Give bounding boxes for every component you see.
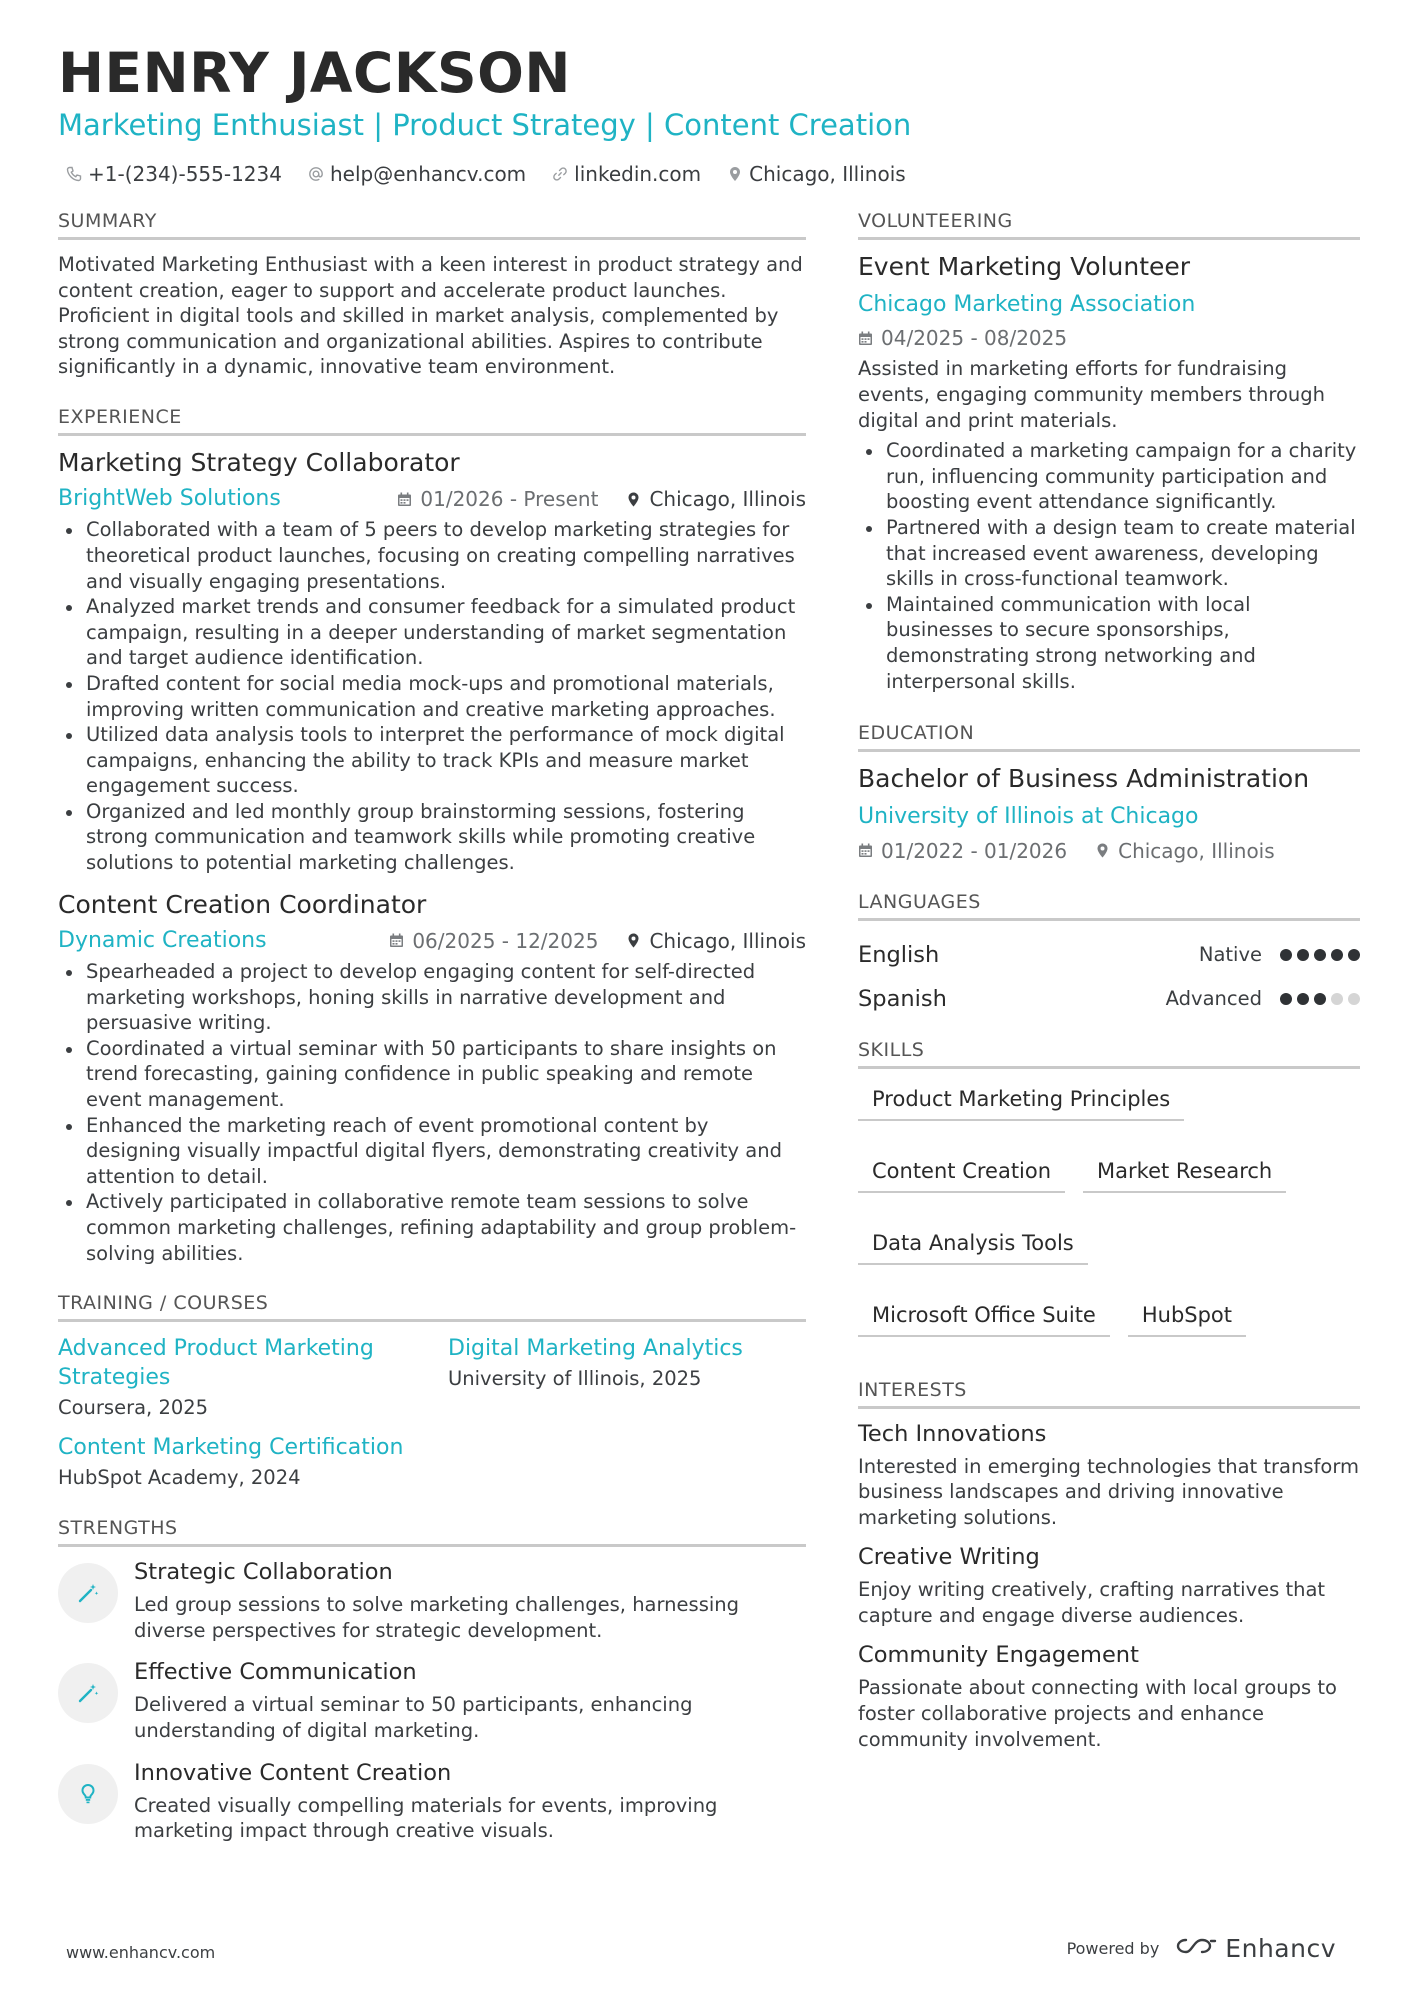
location-icon bbox=[727, 166, 743, 182]
language-level: Advanced bbox=[1165, 987, 1262, 1010]
interest-item bbox=[858, 1642, 1360, 1752]
school[interactable]: University of Illinois at Chicago bbox=[858, 804, 1199, 830]
education-dates: 01/2022 - 01/2026 bbox=[881, 838, 1068, 863]
contact-phone[interactable] bbox=[66, 162, 282, 186]
volunteer-role: Event Marketing Volunteer bbox=[858, 252, 1191, 281]
volunteering-section bbox=[858, 210, 1360, 694]
education-heading: EDUCATION bbox=[858, 722, 1360, 752]
course-title[interactable]: Digital Marketing Analytics bbox=[448, 1336, 743, 1362]
course-title[interactable]: Content Marketing Certification bbox=[58, 1435, 404, 1461]
strength-title: Effective Communication bbox=[134, 1659, 417, 1686]
course-item bbox=[58, 1433, 448, 1489]
interest-title: Community Engagement bbox=[858, 1642, 1139, 1669]
job-entry bbox=[58, 890, 806, 1267]
job-bullets bbox=[58, 959, 806, 1266]
strength-title: Strategic Collaboration bbox=[134, 1559, 393, 1586]
skills-section bbox=[858, 1039, 1360, 1337]
contact-bar bbox=[66, 162, 906, 186]
bullet-item: Analyzed market trends and consumer feedback for a simulated product campaign, resulting in a deeper understanding of market segmentation and target audience identification. bbox=[58, 594, 806, 671]
skill-tag: Data Analysis Tools bbox=[858, 1225, 1088, 1265]
course-provider: HubSpot Academy, 2024 bbox=[58, 1466, 301, 1490]
education-location: Chicago, Illinois bbox=[1118, 838, 1275, 863]
strength-desc: Delivered a virtual seminar to 50 participants, enhancing understanding of digital marketing. bbox=[134, 1693, 693, 1742]
location-icon bbox=[626, 933, 641, 948]
summary-heading: SUMMARY bbox=[58, 210, 806, 240]
footer-website[interactable]: www.enhancv.com bbox=[66, 1943, 216, 1962]
contact-phone-text: +1-(234)-555-1234 bbox=[88, 162, 282, 186]
job-location: Chicago, Illinois bbox=[649, 487, 806, 512]
rating-dot-empty bbox=[1348, 993, 1360, 1005]
job-entry bbox=[58, 448, 806, 876]
interest-desc: Enjoy writing creatively, crafting narratives that capture and engage diverse audiences. bbox=[858, 1578, 1326, 1627]
skills-heading: SKILLS bbox=[858, 1039, 1360, 1069]
rating-dot-filled bbox=[1348, 949, 1360, 961]
course-title[interactable]: Advanced Product Marketing Strategies bbox=[58, 1336, 374, 1391]
language-rating bbox=[1280, 949, 1360, 961]
right-column bbox=[858, 210, 1360, 1752]
skill-tag: Product Marketing Principles bbox=[858, 1081, 1184, 1121]
link-icon bbox=[552, 166, 568, 182]
phone-icon bbox=[66, 166, 82, 182]
interest-desc: Passionate about connecting with local groups to foster collaborative projects and enhance community involvement. bbox=[858, 1676, 1337, 1751]
interest-title: Tech Innovations bbox=[858, 1420, 1047, 1447]
rating-dot-filled bbox=[1297, 949, 1309, 961]
experience-heading: EXPERIENCE bbox=[58, 406, 806, 436]
interest-item bbox=[858, 1544, 1360, 1628]
course-item bbox=[58, 1334, 448, 1419]
volunteering-heading: VOLUNTEERING bbox=[858, 210, 1360, 240]
volunteer-desc: Assisted in marketing efforts for fundraising events, engaging community members through digital and print materials. bbox=[858, 357, 1326, 432]
job-title: Content Creation Coordinator bbox=[58, 889, 427, 919]
language-name: English bbox=[858, 941, 940, 968]
bullet-item: Partnered with a design team to create material that increased event awareness, developing skills in cross-functional teamwork. bbox=[858, 515, 1360, 592]
interest-desc: Interested in emerging technologies that transform business landscapes and driving innovative marketing solutions. bbox=[858, 1454, 1359, 1529]
language-item bbox=[858, 933, 1360, 977]
language-level: Native bbox=[1198, 943, 1262, 966]
job-dates: 06/2025 - 12/2025 bbox=[412, 928, 599, 953]
interests-section bbox=[858, 1379, 1360, 1753]
bullet-item: Coordinated a marketing campaign for a charity run, influencing community participation and boosting event attendance significantly. bbox=[858, 438, 1360, 515]
language-rating bbox=[1280, 993, 1360, 1005]
infinity-logo-icon bbox=[1175, 1934, 1219, 1963]
rating-dot-filled bbox=[1297, 993, 1309, 1005]
experience-section bbox=[58, 406, 806, 1266]
training-heading: TRAINING / COURSES bbox=[58, 1292, 806, 1322]
contact-linkedin[interactable] bbox=[552, 162, 701, 186]
language-item bbox=[858, 977, 1360, 1021]
candidate-name: HENRY JACKSON bbox=[58, 41, 571, 105]
rating-dot-filled bbox=[1314, 949, 1326, 961]
bullet-item: Maintained communication with local businesses to secure sponsorships, demonstrating strong networking and interpersonal skills. bbox=[858, 592, 1360, 694]
language-name: Spanish bbox=[858, 985, 947, 1012]
job-company[interactable]: BrightWeb Solutions bbox=[58, 485, 281, 511]
strength-desc: Led group sessions to solve marketing challenges, harnessing diverse perspectives for strategic development. bbox=[134, 1593, 740, 1642]
magic-wand-icon bbox=[58, 1563, 118, 1623]
location-icon bbox=[626, 492, 641, 507]
headline: Marketing Enthusiast | Product Strategy | Content Creation bbox=[58, 108, 912, 142]
summary-text: Motivated Marketing Enthusiast with a keen interest in product strategy and content creation, eager to support and accelerate product launches. Proficient in digital tools and skilled in market analysis, complemented by strong communication and organizational abilities. Aspires to contribute significantly in a dynamic, innovative team environment. bbox=[58, 253, 803, 379]
job-dates: 01/2026 - Present bbox=[420, 487, 599, 512]
strengths-heading: STRENGTHS bbox=[58, 1517, 806, 1547]
calendar-icon bbox=[858, 843, 873, 858]
contact-email[interactable] bbox=[308, 162, 526, 186]
course-provider: Coursera, 2025 bbox=[58, 1396, 209, 1420]
strength-desc: Created visually compelling materials for events, improving marketing impact through creative visuals. bbox=[134, 1793, 718, 1843]
bullet-item: Drafted content for social media mock-ups and promotional materials, improving written communication and creative marketing approaches. bbox=[58, 671, 806, 722]
magic-wand-icon bbox=[58, 1663, 118, 1723]
bullet-item: Organized and led monthly group brainstorming sessions, fostering strong communication and teamwork skills while promoting creative solutions to potential marketing challenges. bbox=[58, 799, 806, 876]
at-icon bbox=[308, 166, 324, 182]
contact-location-text: Chicago, Illinois bbox=[749, 162, 906, 186]
contact-linkedin-text: linkedin.com bbox=[574, 162, 702, 186]
job-location: Chicago, Illinois bbox=[649, 928, 806, 953]
strength-item bbox=[58, 1659, 806, 1743]
volunteer-org[interactable]: Chicago Marketing Association bbox=[858, 292, 1196, 317]
footer-branding bbox=[1067, 1934, 1336, 1963]
bullet-item: Spearheaded a project to develop engaging content for self-directed marketing workshops, honing skills in narrative development and persuasive writing. bbox=[58, 959, 806, 1036]
interest-title: Creative Writing bbox=[858, 1544, 1040, 1571]
strength-title: Innovative Content Creation bbox=[134, 1759, 452, 1786]
rating-dot-filled bbox=[1280, 993, 1292, 1005]
contact-email-text: help@enhancv.com bbox=[329, 162, 527, 186]
calendar-icon bbox=[397, 492, 412, 507]
skill-tag: Microsoft Office Suite bbox=[858, 1297, 1110, 1337]
rating-dot-filled bbox=[1314, 993, 1326, 1005]
languages-heading: LANGUAGES bbox=[858, 891, 1360, 921]
training-section bbox=[58, 1292, 806, 1489]
powered-by-label: Powered by bbox=[1066, 1939, 1160, 1958]
brand-logo[interactable] bbox=[1175, 1934, 1336, 1963]
skill-tag: HubSpot bbox=[1128, 1297, 1246, 1337]
skill-tag: Content Creation bbox=[858, 1153, 1065, 1193]
job-bullets bbox=[58, 517, 806, 875]
rating-dot-empty bbox=[1331, 993, 1343, 1005]
location-icon bbox=[1095, 843, 1110, 858]
course-provider: University of Illinois, 2025 bbox=[448, 1367, 702, 1391]
left-column bbox=[58, 210, 806, 1860]
strengths-section bbox=[58, 1517, 806, 1844]
rating-dot-filled bbox=[1331, 949, 1343, 961]
volunteer-dates: 04/2025 - 08/2025 bbox=[881, 326, 1068, 351]
strength-item bbox=[58, 1760, 806, 1844]
skill-tag: Market Research bbox=[1083, 1153, 1286, 1193]
calendar-icon bbox=[858, 331, 873, 346]
volunteer-bullets bbox=[858, 438, 1360, 694]
course-item bbox=[448, 1334, 806, 1419]
strength-item bbox=[58, 1559, 806, 1643]
bullet-item: Coordinated a virtual seminar with 50 participants to share insights on trend forecasting, gaining confidence in public speaking and remote event management. bbox=[58, 1036, 806, 1113]
job-company[interactable]: Dynamic Creations bbox=[58, 927, 267, 953]
contact-location bbox=[727, 162, 906, 186]
languages-section bbox=[858, 891, 1360, 1021]
lightbulb-icon bbox=[58, 1764, 118, 1824]
bullet-item: Collaborated with a team of 5 peers to develop marketing strategies for theoretical product launches, focusing on creating compelling narratives and visually engaging presentations. bbox=[58, 517, 806, 594]
summary-section bbox=[58, 210, 806, 380]
bullet-item: Actively participated in collaborative remote team sessions to solve common marketing challenges, refining adaptability and group problem-solving abilities. bbox=[58, 1189, 806, 1266]
degree: Bachelor of Business Administration bbox=[858, 764, 1310, 794]
interest-item bbox=[858, 1421, 1360, 1531]
interests-heading: INTERESTS bbox=[858, 1379, 1360, 1409]
education-section bbox=[858, 722, 1360, 862]
rating-dot-filled bbox=[1280, 949, 1292, 961]
brand-name: Enhancv bbox=[1225, 1934, 1336, 1963]
job-title: Marketing Strategy Collaborator bbox=[58, 447, 460, 477]
skills-list bbox=[858, 1081, 1360, 1337]
calendar-icon bbox=[389, 933, 404, 948]
bullet-item: Utilized data analysis tools to interpret the performance of mock digital campaigns, enhancing the ability to track KPIs and measure market engagement success. bbox=[58, 722, 806, 799]
bullet-item: Enhanced the marketing reach of event promotional content by designing visually impactful digital flyers, demonstrating creativity and attention to detail. bbox=[58, 1113, 806, 1190]
